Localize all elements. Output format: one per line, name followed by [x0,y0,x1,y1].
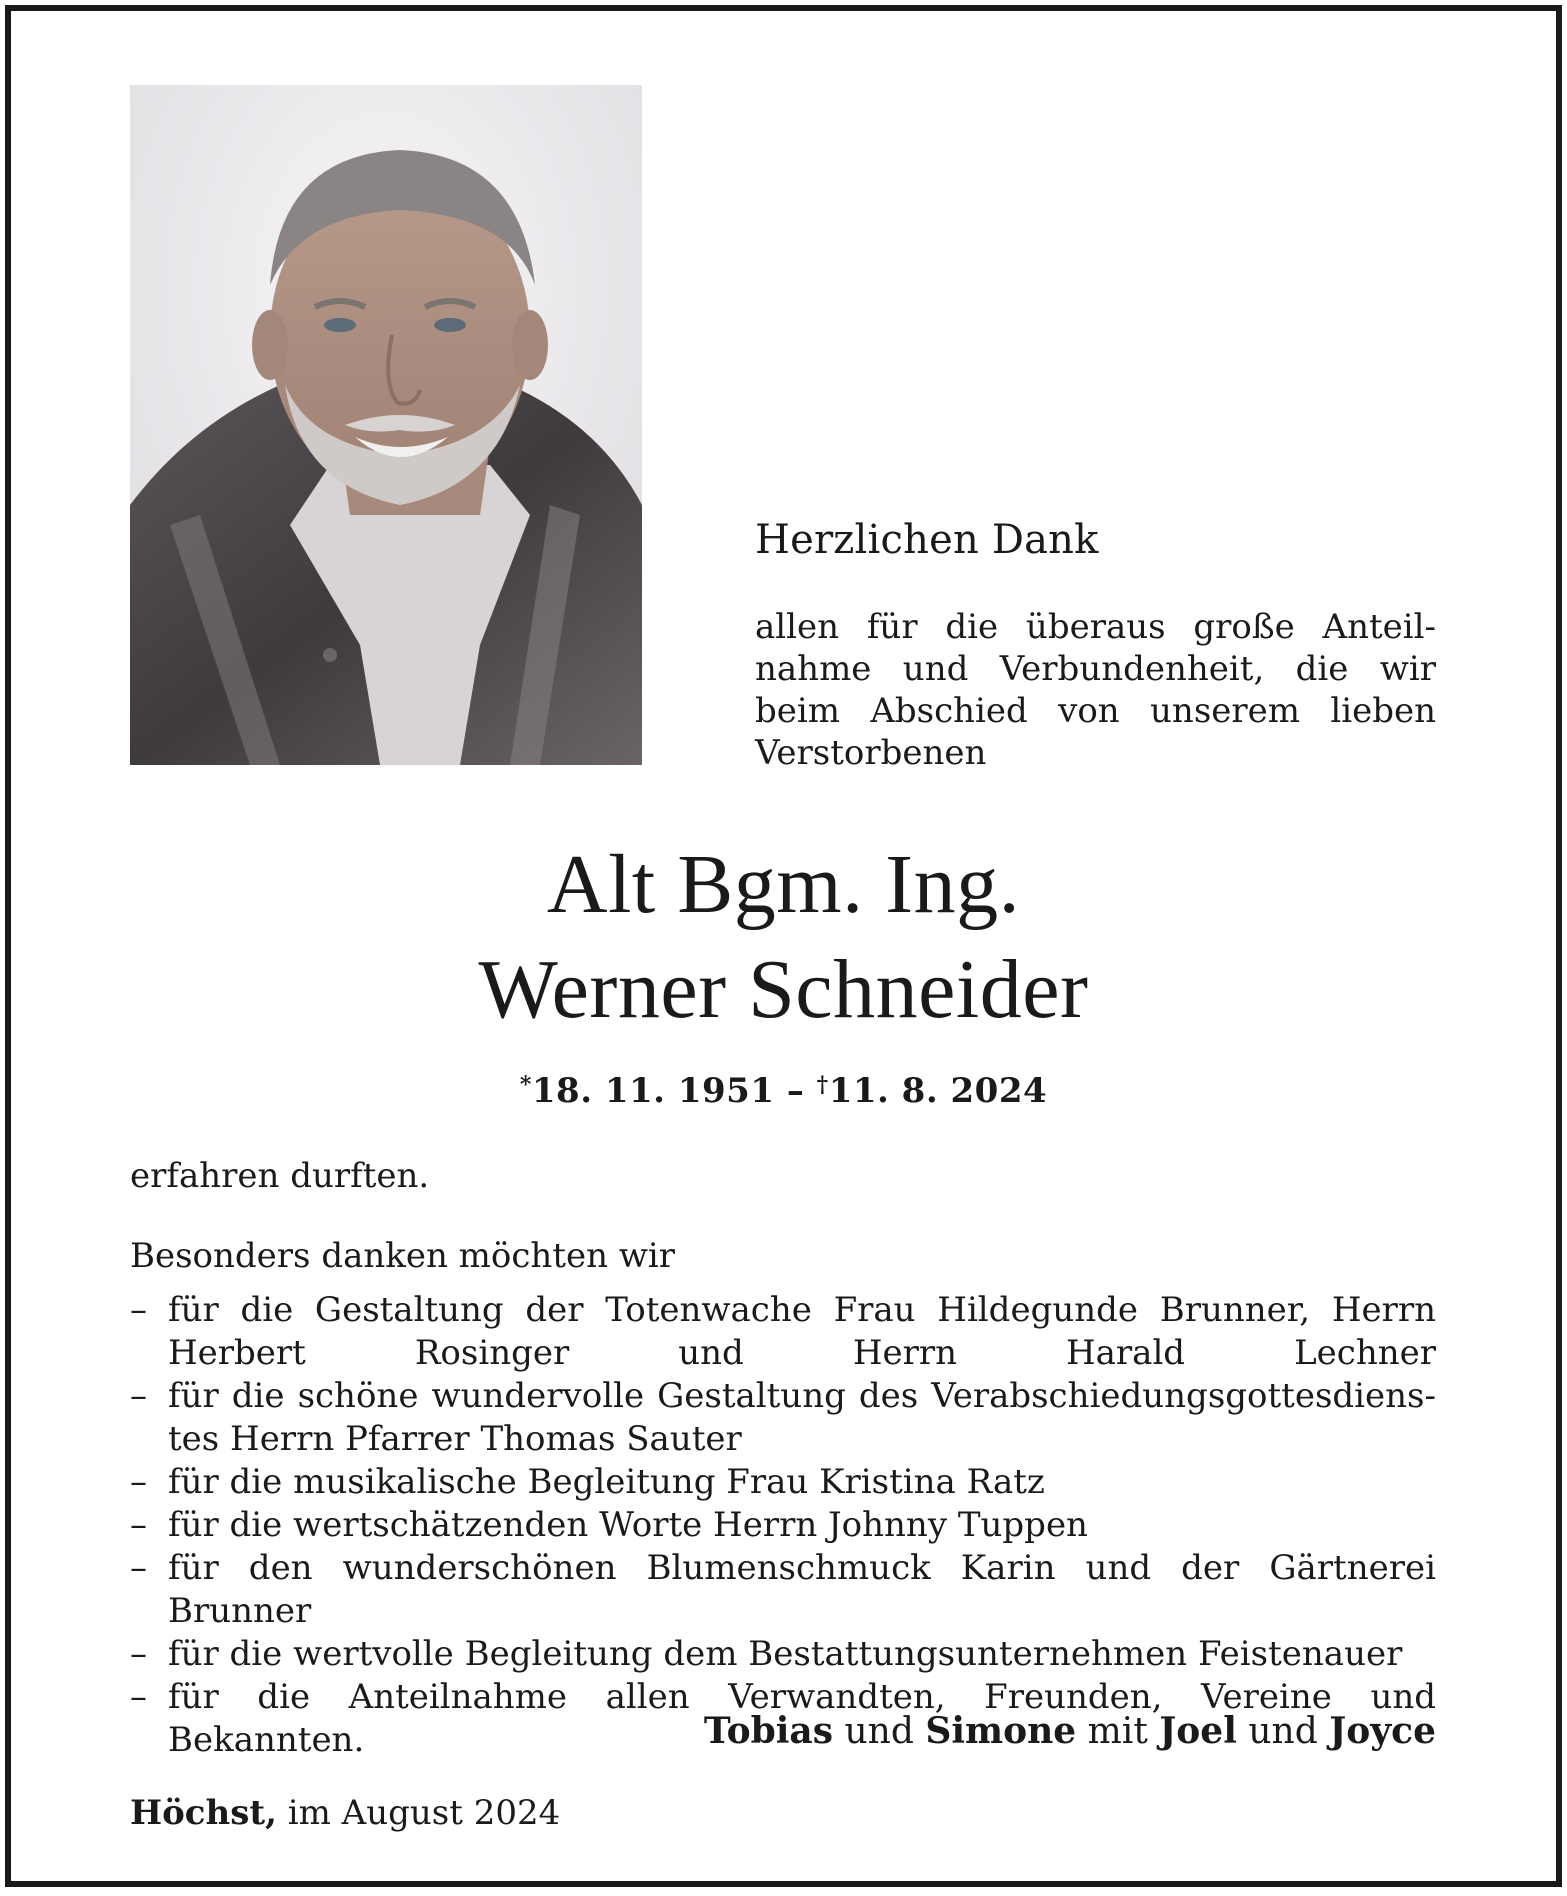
death-date: 11. 8. 2024 [828,1071,1048,1111]
place-date: im August 2024 [287,1793,561,1833]
signer-name: Joel [1159,1710,1237,1752]
list-item-text: für die wertvolle Begleitung dem Bestattungsunternehmen Feistenauer [168,1634,1403,1674]
deceased-title: Alt Bgm. Ing. [546,838,1021,931]
birth-date: 18. 11. 1951 [531,1071,775,1111]
signature [704,1708,1436,1755]
list-item-text: für die schöne wundervolle Gestaltung des Verabschiedungsgottesdienstes Herrn Pfarrer Thomas Sauter [168,1376,1436,1459]
place-town: Höchst, [130,1793,277,1833]
date-separator: – [774,1071,817,1111]
list-item [130,1289,1436,1375]
death-symbol: † [816,1072,829,1098]
list-dash: – [130,1290,147,1330]
list-dash: – [130,1376,147,1416]
thanks-intro-paragraph: allen für die überaus große Anteilnahme und Verbundenheit, die wir beim Abschied von unserem lieben Verstorbenen [755,607,1436,773]
portrait-illustration [130,85,642,765]
list-item [130,1504,1436,1547]
thanks-heading: Herzlichen Dank [755,517,1099,563]
thanks-list-intro: Besonders danken möchten wir [130,1236,676,1276]
list-dash: – [130,1634,147,1674]
list-dash: – [130,1677,147,1717]
portrait-photo [130,85,642,765]
list-item [130,1547,1436,1633]
signer-name: Simone [925,1710,1077,1752]
list-item-text: für die wertschätzenden Worte Herrn Johnny Tuppen [168,1505,1088,1545]
list-item [130,1633,1436,1676]
list-item-text: für den wunderschönen Blumenschmuck Karin und der Gärtnerei Brunner [168,1548,1436,1631]
list-dash: – [130,1548,147,1588]
life-dates [0,1069,1567,1113]
signer-name: Tobias [703,1710,834,1752]
signer-connector: und [844,1711,914,1752]
list-dash: – [130,1505,147,1545]
thanks-list [130,1289,1436,1762]
list-item-text: für die musikalische Begleitung Frau Kristina Ratz [168,1462,1045,1502]
deceased-full-name: Werner Schneider [478,943,1089,1036]
list-item [130,1461,1436,1504]
after-name-text: erfahren durften. [130,1156,430,1196]
signer-name: Joyce [1329,1710,1436,1752]
deceased-name [0,832,1567,1042]
signer-connector: und [1248,1711,1318,1752]
birth-symbol: * [519,1072,532,1098]
list-item-text: für die Gestaltung der Totenwache Frau Hildegunde Brunner, Herrn Herbert Rosinger und Herrn Harald Lechner [168,1290,1436,1373]
place-and-date [130,1791,560,1835]
list-dash: – [130,1462,147,1502]
list-item-text: für die Anteilnahme allen Verwandten, Freunden, Vereine und Bekannten. [168,1677,1436,1760]
signer-connector: mit [1087,1711,1148,1752]
list-item [130,1375,1436,1461]
